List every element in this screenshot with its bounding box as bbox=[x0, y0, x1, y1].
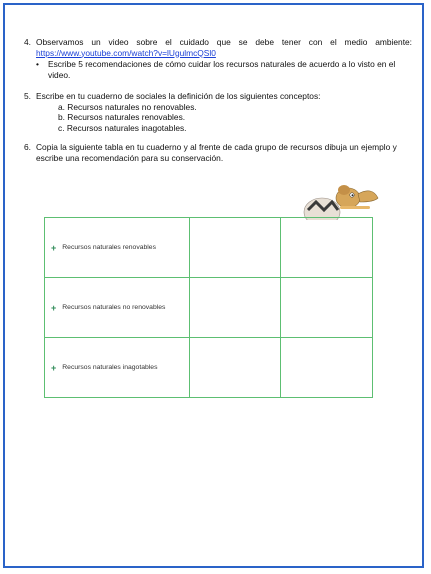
row-label: Recursos naturales no renovables bbox=[62, 304, 166, 311]
table-row bbox=[45, 278, 373, 338]
bullet-icon: • bbox=[36, 59, 39, 69]
concept-item: a. Recursos naturales no renovables. bbox=[58, 101, 197, 112]
row-label: Recursos naturales renovables bbox=[62, 244, 156, 251]
recommendation-cell bbox=[281, 218, 373, 278]
question-5 bbox=[24, 91, 412, 133]
example-cell bbox=[189, 218, 281, 278]
example-cell bbox=[189, 278, 281, 338]
question-number: 6. bbox=[24, 142, 31, 152]
example-cell bbox=[189, 338, 281, 398]
anteater-illustration bbox=[302, 180, 382, 220]
question-text: Observamos un video sobre el cuidado que se debe tener con el medio ambiente: bbox=[36, 37, 412, 47]
video-link[interactable]: https://www.youtube.com/watch?v=lUgulmcQSl0 bbox=[36, 47, 216, 58]
plus-icon: + bbox=[51, 302, 57, 313]
row-label-cell bbox=[45, 338, 190, 398]
question-text: Escribe en tu cuaderno de sociales la definición de los siguientes conceptos: bbox=[36, 91, 321, 101]
row-label-cell bbox=[45, 218, 190, 278]
plus-icon: + bbox=[51, 242, 57, 253]
concept-item: c. Recursos naturales inagotables. bbox=[58, 122, 187, 133]
bullet-text: Escribe 5 recomendaciones de cómo cuidar los recursos naturales de acuerdo a lo visto en el video. bbox=[48, 59, 396, 80]
question-6 bbox=[24, 142, 412, 163]
question-number: 4. bbox=[24, 37, 31, 47]
concept-item: b. Recursos naturales renovables. bbox=[58, 112, 186, 122]
table-row bbox=[45, 338, 373, 398]
question-text: Copia la siguiente tabla en tu cuaderno y al frente de cada grupo de recursos dibuja un ejemplo y escribe una recomendación para su conservación. bbox=[36, 142, 397, 163]
question-number: 5. bbox=[24, 91, 31, 101]
resources-table bbox=[44, 217, 373, 398]
row-label: Recursos naturales inagotables bbox=[62, 364, 158, 371]
list-item bbox=[36, 59, 412, 80]
plus-icon: + bbox=[51, 362, 57, 373]
table-row bbox=[45, 218, 373, 278]
row-label-cell bbox=[45, 278, 190, 338]
recommendation-cell bbox=[281, 278, 373, 338]
question-4 bbox=[24, 37, 412, 58]
recommendation-cell bbox=[281, 338, 373, 398]
